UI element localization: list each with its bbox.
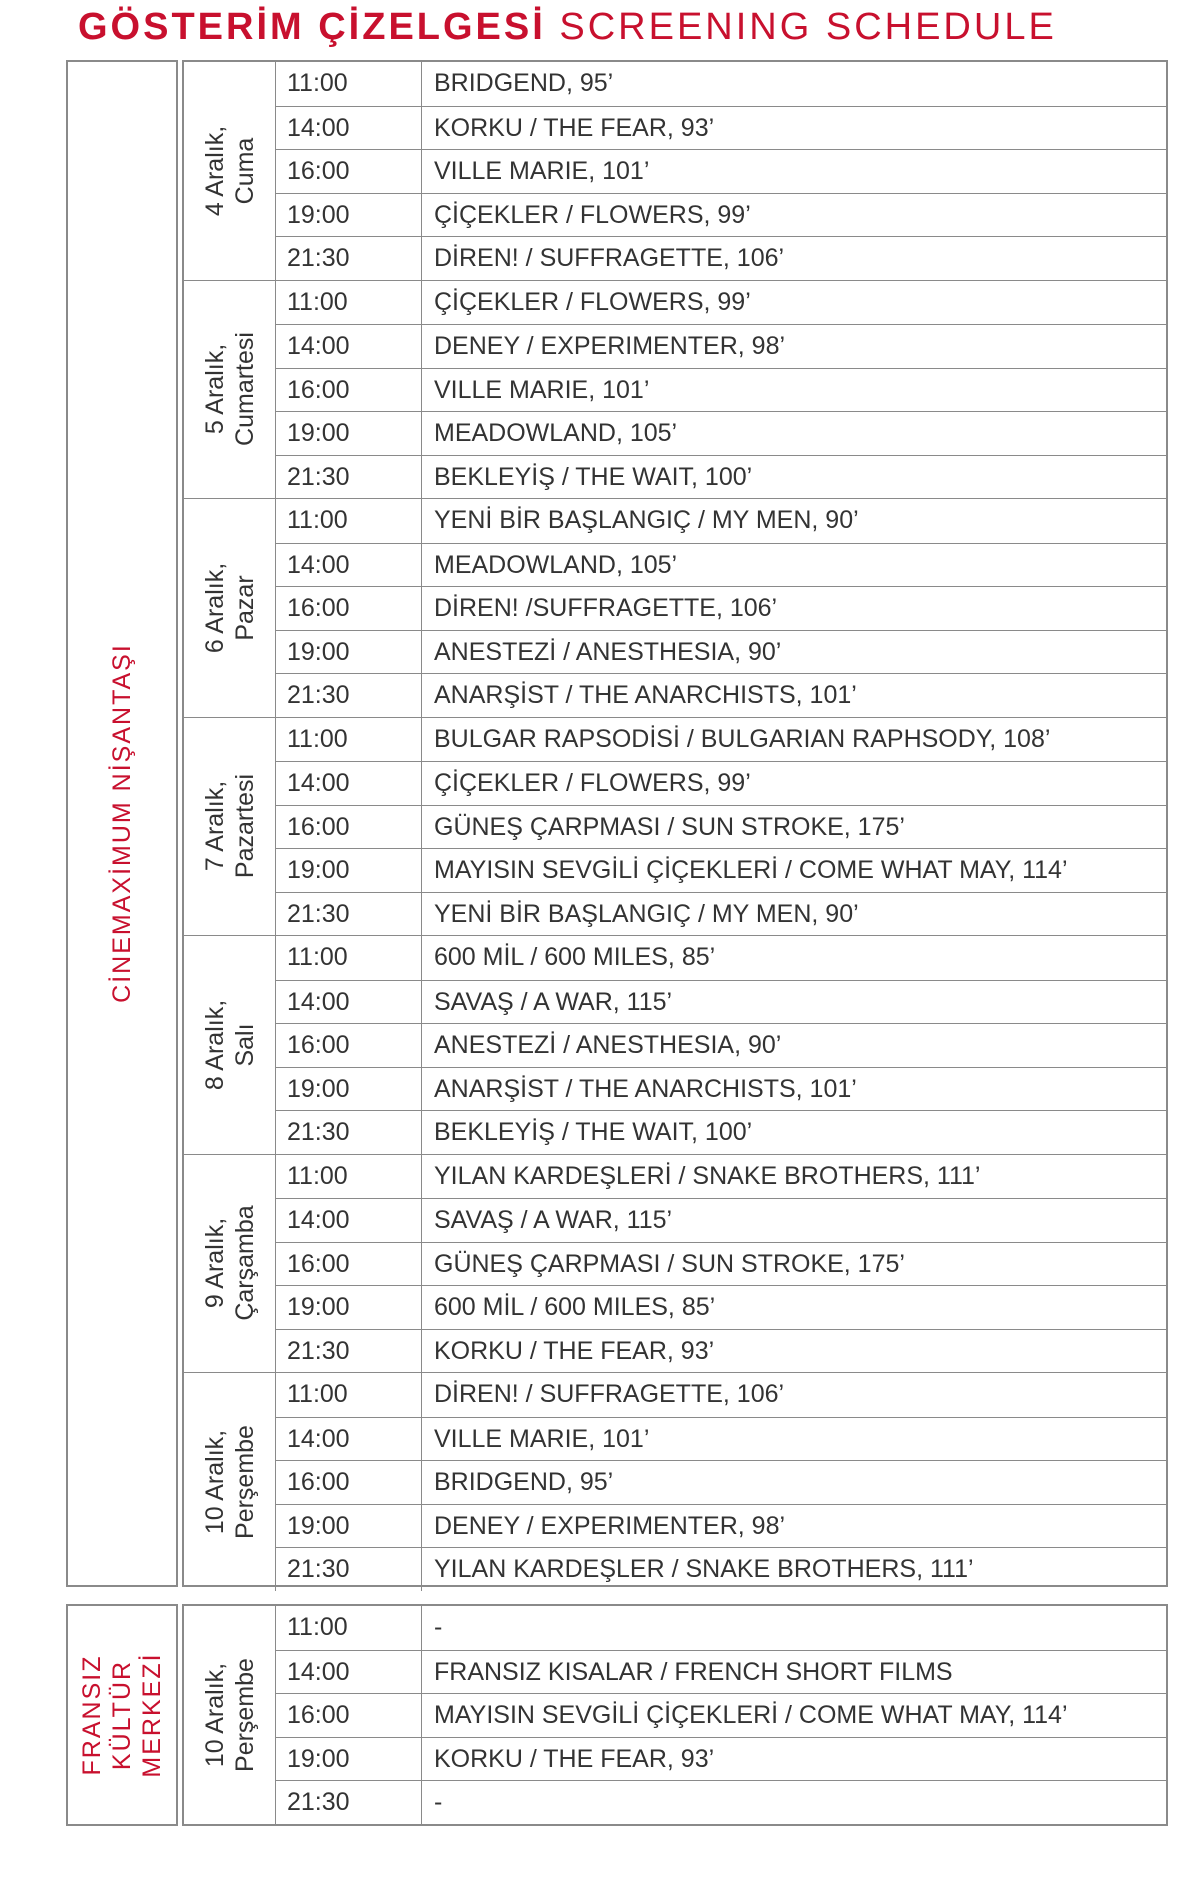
screening-time: 16:00 xyxy=(275,1694,422,1737)
screening-time: 16:00 xyxy=(275,806,422,849)
day-label: 10 Aralık, Perşembe xyxy=(200,1657,259,1772)
screening-row xyxy=(275,1285,1166,1329)
screening-row xyxy=(275,892,1166,936)
screening-row xyxy=(275,1023,1166,1067)
screening-row xyxy=(275,324,1166,368)
film-title: ANARŞİST / THE ANARCHISTS, 101’ xyxy=(434,1074,857,1103)
day-cell xyxy=(184,499,276,717)
screening-row xyxy=(275,1547,1166,1591)
film-title: VILLE MARIE, 101’ xyxy=(434,157,650,185)
film-title: ANESTEZİ / ANESTHESIA, 90’ xyxy=(434,637,782,666)
screening-time: 11:00 xyxy=(275,936,422,980)
day-cell xyxy=(184,936,276,1154)
film-title: ÇİÇEKLER / FLOWERS, 99’ xyxy=(434,200,751,229)
film-title: ÇİÇEKLER / FLOWERS, 99’ xyxy=(434,287,751,316)
day-label: 10 Aralık, Perşembe xyxy=(200,1424,259,1539)
film-title: DİREN! /SUFFRAGETTE, 106’ xyxy=(434,594,778,622)
screening-time: 16:00 xyxy=(275,1243,422,1286)
screening-row xyxy=(275,281,1166,325)
screening-time: 16:00 xyxy=(275,587,422,630)
film-title: DENEY / EXPERIMENTER, 98’ xyxy=(434,332,786,360)
screening-time: 14:00 xyxy=(275,981,422,1024)
screening-time: 11:00 xyxy=(275,1606,422,1650)
film-title: DİREN! / SUFFRAGETTE, 106’ xyxy=(434,1380,785,1408)
screening-time: 16:00 xyxy=(275,369,422,412)
screening-row xyxy=(275,1780,1166,1824)
screening-time: 16:00 xyxy=(275,1024,422,1067)
screening-time: 16:00 xyxy=(275,150,422,193)
film-title: - xyxy=(434,1788,443,1816)
film-title: YILAN KARDEŞLER / SNAKE BROTHERS, 111’ xyxy=(434,1555,974,1583)
screening-row xyxy=(275,1110,1166,1154)
film-title: YENİ BİR BAŞLANGIÇ / MY MEN, 90’ xyxy=(434,506,859,534)
film-title: ANESTEZİ / ANESTHESIA, 90’ xyxy=(434,1031,782,1059)
screening-time: 21:30 xyxy=(275,1548,422,1591)
day-label: 8 Aralık, Salı xyxy=(200,999,259,1090)
screening-row xyxy=(275,980,1166,1024)
screening-time: 14:00 xyxy=(275,762,422,805)
screening-row xyxy=(275,1067,1166,1111)
day-block xyxy=(184,280,1166,499)
film-title: KORKU / THE FEAR, 93’ xyxy=(434,1744,715,1773)
screening-time: 21:30 xyxy=(275,1111,422,1154)
screening-row xyxy=(275,1242,1166,1286)
screening-row xyxy=(275,673,1166,717)
screening-time: 16:00 xyxy=(275,1461,422,1504)
screening-row xyxy=(275,630,1166,674)
screening-row xyxy=(275,1737,1166,1781)
day-block xyxy=(184,717,1166,936)
screening-time: 11:00 xyxy=(275,499,422,543)
day-label: 7 Aralık, Pazartesi xyxy=(200,774,259,879)
screening-row xyxy=(275,368,1166,412)
screening-time: 14:00 xyxy=(275,544,422,587)
screening-time: 21:30 xyxy=(275,1781,422,1824)
page-title xyxy=(78,6,1057,49)
screening-time: 21:30 xyxy=(275,1330,422,1373)
screening-row xyxy=(275,1693,1166,1737)
day-label: 4 Aralık, Cuma xyxy=(200,125,259,216)
screening-time: 14:00 xyxy=(275,1418,422,1461)
screening-row xyxy=(275,718,1166,762)
screening-time: 21:30 xyxy=(275,893,422,936)
film-title: ÇİÇEKLER / FLOWERS, 99’ xyxy=(434,769,751,797)
day-label: 5 Aralık, Cumartesi xyxy=(200,332,259,447)
screening-time: 11:00 xyxy=(275,62,422,106)
screening-row xyxy=(275,543,1166,587)
day-label: 9 Aralık, Çarşamba xyxy=(200,1205,259,1321)
screening-time: 19:00 xyxy=(275,1286,422,1329)
day-cell xyxy=(184,281,276,499)
day-block xyxy=(184,1606,1166,1824)
screening-row xyxy=(275,586,1166,630)
screening-row xyxy=(275,455,1166,499)
screening-time: 19:00 xyxy=(275,194,422,237)
day-block xyxy=(184,1154,1166,1373)
film-title: SAVAŞ / A WAR, 115’ xyxy=(434,1206,673,1234)
screening-row xyxy=(275,1155,1166,1199)
screening-row xyxy=(275,936,1166,980)
film-title: KORKU / THE FEAR, 93’ xyxy=(434,1336,715,1365)
film-title: 600 MİL / 600 MILES, 85’ xyxy=(434,943,716,971)
film-title: GÜNEŞ ÇARPMASI / SUN STROKE, 175’ xyxy=(434,812,905,841)
screening-row xyxy=(275,1198,1166,1242)
film-title: SAVAŞ / A WAR, 115’ xyxy=(434,987,673,1016)
venue-label-cell xyxy=(66,60,178,1587)
film-title: BEKLEYİŞ / THE WAIT, 100’ xyxy=(434,1118,753,1146)
film-title: KORKU / THE FEAR, 93’ xyxy=(434,113,715,142)
day-block xyxy=(184,935,1166,1154)
film-title: BRIDGEND, 95’ xyxy=(434,1468,614,1496)
day-cell xyxy=(184,1606,276,1824)
film-title: BEKLEYİŞ / THE WAIT, 100’ xyxy=(434,462,753,491)
screening-time: 19:00 xyxy=(275,1068,422,1111)
screening-time: 11:00 xyxy=(275,718,422,762)
venue-schedule-table xyxy=(182,60,1168,1587)
film-title: FRANSIZ KISALAR / FRENCH SHORT FILMS xyxy=(434,1657,953,1686)
venue-label-cell xyxy=(66,1604,178,1826)
film-title: DENEY / EXPERIMENTER, 98’ xyxy=(434,1511,786,1540)
film-title: DİREN! / SUFFRAGETTE, 106’ xyxy=(434,244,785,272)
screening-time: 19:00 xyxy=(275,1738,422,1781)
screening-time: 19:00 xyxy=(275,631,422,674)
day-cell xyxy=(184,1155,276,1373)
film-title: YILAN KARDEŞLERİ / SNAKE BROTHERS, 111’ xyxy=(434,1161,981,1190)
screening-time: 14:00 xyxy=(275,107,422,150)
screening-row xyxy=(275,149,1166,193)
screening-row xyxy=(275,1417,1166,1461)
film-title: BULGAR RAPSODİSİ / BULGARIAN RAPHSODY, 108’ xyxy=(434,724,1051,753)
screening-time: 11:00 xyxy=(275,1155,422,1199)
screening-row xyxy=(275,1606,1166,1650)
screening-row xyxy=(275,106,1166,150)
film-title: 600 MİL / 600 MILES, 85’ xyxy=(434,1293,716,1321)
screening-time: 14:00 xyxy=(275,1199,422,1242)
screening-time: 19:00 xyxy=(275,849,422,892)
screening-row xyxy=(275,1650,1166,1694)
screening-row xyxy=(275,1460,1166,1504)
screening-time: 19:00 xyxy=(275,412,422,455)
screening-time: 21:30 xyxy=(275,674,422,717)
title-english: SCREENING SCHEDULE xyxy=(559,6,1057,48)
screening-row xyxy=(275,761,1166,805)
screening-row xyxy=(275,62,1166,106)
day-cell xyxy=(184,1373,276,1591)
venue-name: FRANSIZ KÜLTÜR MERKEZİ xyxy=(78,1652,166,1778)
screening-time: 14:00 xyxy=(275,1651,422,1694)
day-label: 6 Aralık, Pazar xyxy=(200,562,259,653)
title-turkish: GÖSTERİM ÇİZELGESİ xyxy=(78,6,546,48)
screening-row xyxy=(275,1504,1166,1548)
day-block xyxy=(184,498,1166,717)
screening-row xyxy=(275,499,1166,543)
screening-row xyxy=(275,193,1166,237)
screening-time: 11:00 xyxy=(275,1373,422,1417)
screening-time: 21:30 xyxy=(275,456,422,499)
day-cell xyxy=(184,62,276,280)
film-title: MEADOWLAND, 105’ xyxy=(434,419,678,447)
film-title: VILLE MARIE, 101’ xyxy=(434,375,650,404)
screening-row xyxy=(275,236,1166,280)
day-block xyxy=(184,62,1166,280)
film-title: MEADOWLAND, 105’ xyxy=(434,550,678,579)
film-title: GÜNEŞ ÇARPMASI / SUN STROKE, 175’ xyxy=(434,1249,905,1278)
venue-schedule-table xyxy=(182,1604,1168,1826)
screening-time: 11:00 xyxy=(275,281,422,325)
film-title: ANARŞİST / THE ANARCHISTS, 101’ xyxy=(434,681,857,709)
day-block xyxy=(184,1372,1166,1591)
screening-time: 19:00 xyxy=(275,1505,422,1548)
screening-row xyxy=(275,848,1166,892)
day-cell xyxy=(184,718,276,936)
film-title: MAYISIN SEVGİLİ ÇİÇEKLERİ / COME WHAT MAY, 114’ xyxy=(434,856,1068,884)
film-title: YENİ BİR BAŞLANGIÇ / MY MEN, 90’ xyxy=(434,899,859,928)
film-title: BRIDGEND, 95’ xyxy=(434,69,614,97)
screening-row xyxy=(275,411,1166,455)
film-title: - xyxy=(434,1613,443,1641)
screening-time: 21:30 xyxy=(275,237,422,280)
screening-time: 14:00 xyxy=(275,325,422,368)
screening-row xyxy=(275,805,1166,849)
film-title: MAYISIN SEVGİLİ ÇİÇEKLERİ / COME WHAT MAY, 114’ xyxy=(434,1701,1068,1729)
venue-name: CİNEMAXİMUM NİŞANTAŞI xyxy=(108,643,136,1004)
screening-row xyxy=(275,1373,1166,1417)
screening-row xyxy=(275,1329,1166,1373)
film-title: VILLE MARIE, 101’ xyxy=(434,1424,650,1453)
